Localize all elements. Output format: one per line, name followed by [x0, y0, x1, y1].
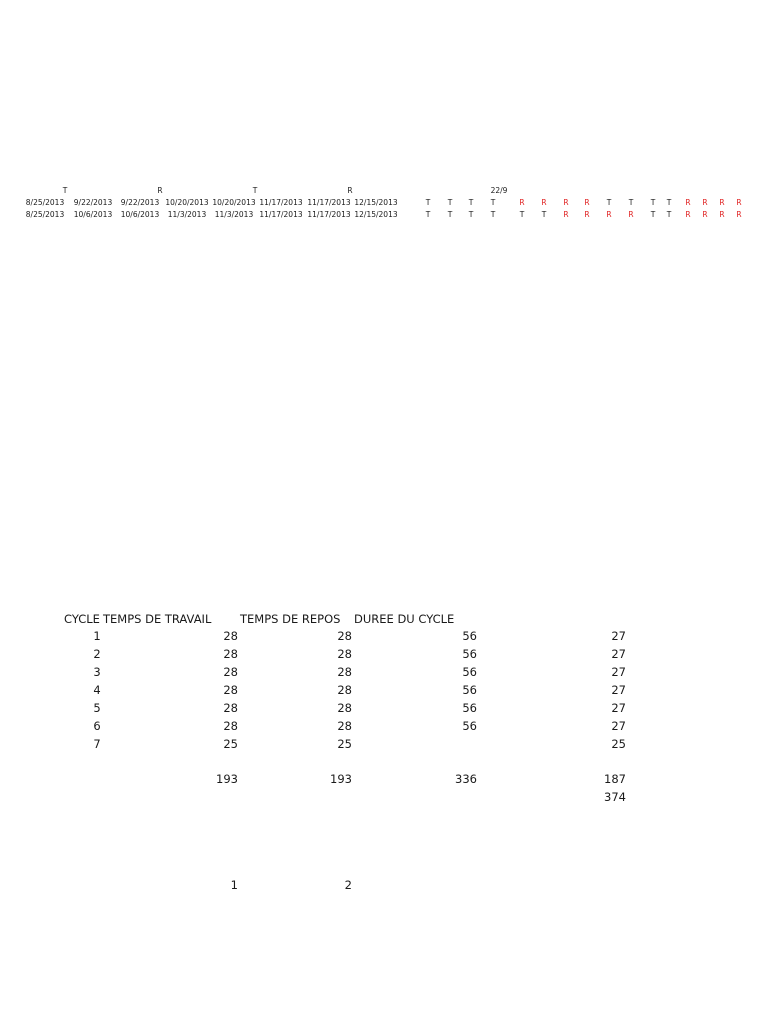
date-cell: 10/20/2013 — [165, 198, 209, 207]
repos-value: 25 — [337, 737, 352, 751]
header-temps-travail: TEMPS DE TRAVAIL — [103, 612, 212, 626]
duree-value: 56 — [462, 629, 477, 643]
repos-value: 28 — [337, 629, 352, 643]
duree-value: 56 — [462, 683, 477, 697]
repos-mark: R — [541, 198, 547, 207]
cycle-number: 6 — [93, 719, 101, 733]
travail-mark: T — [447, 198, 453, 207]
travail-mark: T — [666, 210, 672, 219]
extra-value: 25 — [611, 737, 626, 751]
repos-mark: R — [702, 210, 708, 219]
travail-mark: T — [425, 198, 431, 207]
travail-value: 28 — [223, 719, 238, 733]
repos-mark: R — [628, 210, 634, 219]
repos-mark: R — [719, 198, 725, 207]
repos-mark: R — [519, 198, 525, 207]
travail-value: 28 — [223, 629, 238, 643]
date-cell: 10/6/2013 — [120, 210, 160, 219]
travail-value: 28 — [223, 647, 238, 661]
extra-value: 27 — [611, 647, 626, 661]
date-cell: 11/17/2013 — [259, 198, 303, 207]
footer-value-1: 1 — [230, 878, 238, 892]
repos-value: 28 — [337, 647, 352, 661]
repos-mark: R — [719, 210, 725, 219]
repos-mark: R — [563, 198, 569, 207]
duree-value: 56 — [462, 701, 477, 715]
repos-mark: R — [563, 210, 569, 219]
cycle-number: 1 — [93, 629, 101, 643]
extra-value: 27 — [611, 683, 626, 697]
date-cell: 11/17/2013 — [307, 210, 351, 219]
travail-value: 28 — [223, 683, 238, 697]
date-cell: 12/15/2013 — [354, 210, 398, 219]
cycle-number: 7 — [93, 737, 101, 751]
header-mark-t1: T — [62, 186, 68, 195]
travail-mark: T — [447, 210, 453, 219]
cycle-number: 5 — [93, 701, 101, 715]
repos-mark: R — [584, 198, 590, 207]
date-cell: 9/22/2013 — [73, 198, 113, 207]
total-extra: 187 — [604, 772, 626, 786]
cycle-number: 3 — [93, 665, 101, 679]
total-repos: 193 — [330, 772, 352, 786]
cycle-number: 4 — [93, 683, 101, 697]
header-duree-cycle: DUREE DU CYCLE — [354, 612, 455, 626]
repos-mark: R — [702, 198, 708, 207]
duree-value: 56 — [462, 665, 477, 679]
travail-mark: T — [425, 210, 431, 219]
travail-mark: T — [468, 210, 474, 219]
date-cell: 10/6/2013 — [73, 210, 113, 219]
repos-mark: R — [685, 198, 691, 207]
travail-mark: T — [650, 198, 656, 207]
extra-value: 27 — [611, 629, 626, 643]
date-cell: 11/17/2013 — [259, 210, 303, 219]
footer-value-2: 2 — [344, 878, 352, 892]
date-cell: 11/3/2013 — [214, 210, 254, 219]
cycle-number: 2 — [93, 647, 101, 661]
travail-value: 25 — [223, 737, 238, 751]
travail-mark: T — [468, 198, 474, 207]
repos-value: 28 — [337, 719, 352, 733]
repos-mark: R — [584, 210, 590, 219]
travail-mark: T — [490, 198, 496, 207]
extra-value: 27 — [611, 665, 626, 679]
header-mark-r2: R — [347, 186, 353, 195]
date-cell: 8/25/2013 — [25, 198, 65, 207]
date-cell: 11/17/2013 — [307, 198, 351, 207]
repos-mark: R — [736, 198, 742, 207]
travail-mark: T — [519, 210, 525, 219]
header-mark-date: 22/9 — [490, 186, 508, 195]
repos-mark: R — [685, 210, 691, 219]
header-mark-t2: T — [252, 186, 258, 195]
repos-mark: R — [736, 210, 742, 219]
total-duree: 336 — [455, 772, 477, 786]
duree-value: 56 — [462, 719, 477, 733]
travail-mark: T — [541, 210, 547, 219]
total-travail: 193 — [216, 772, 238, 786]
repos-mark: R — [606, 210, 612, 219]
travail-mark: T — [490, 210, 496, 219]
date-cell: 11/3/2013 — [167, 210, 207, 219]
travail-mark: T — [666, 198, 672, 207]
travail-mark: T — [606, 198, 612, 207]
header-temps-repos: TEMPS DE REPOS — [240, 612, 341, 626]
date-cell: 12/15/2013 — [354, 198, 398, 207]
repos-value: 28 — [337, 701, 352, 715]
extra-value: 27 — [611, 701, 626, 715]
header-mark-r1: R — [157, 186, 163, 195]
duree-value: 56 — [462, 647, 477, 661]
extra-value: 27 — [611, 719, 626, 733]
travail-value: 28 — [223, 665, 238, 679]
travail-mark: T — [628, 198, 634, 207]
travail-mark: T — [650, 210, 656, 219]
date-cell: 8/25/2013 — [25, 210, 65, 219]
date-cell: 9/22/2013 — [120, 198, 160, 207]
travail-value: 28 — [223, 701, 238, 715]
repos-value: 28 — [337, 683, 352, 697]
header-cycle: CYCLE — [64, 612, 100, 626]
repos-value: 28 — [337, 665, 352, 679]
date-cell: 10/20/2013 — [212, 198, 256, 207]
grand-total: 374 — [604, 790, 626, 804]
